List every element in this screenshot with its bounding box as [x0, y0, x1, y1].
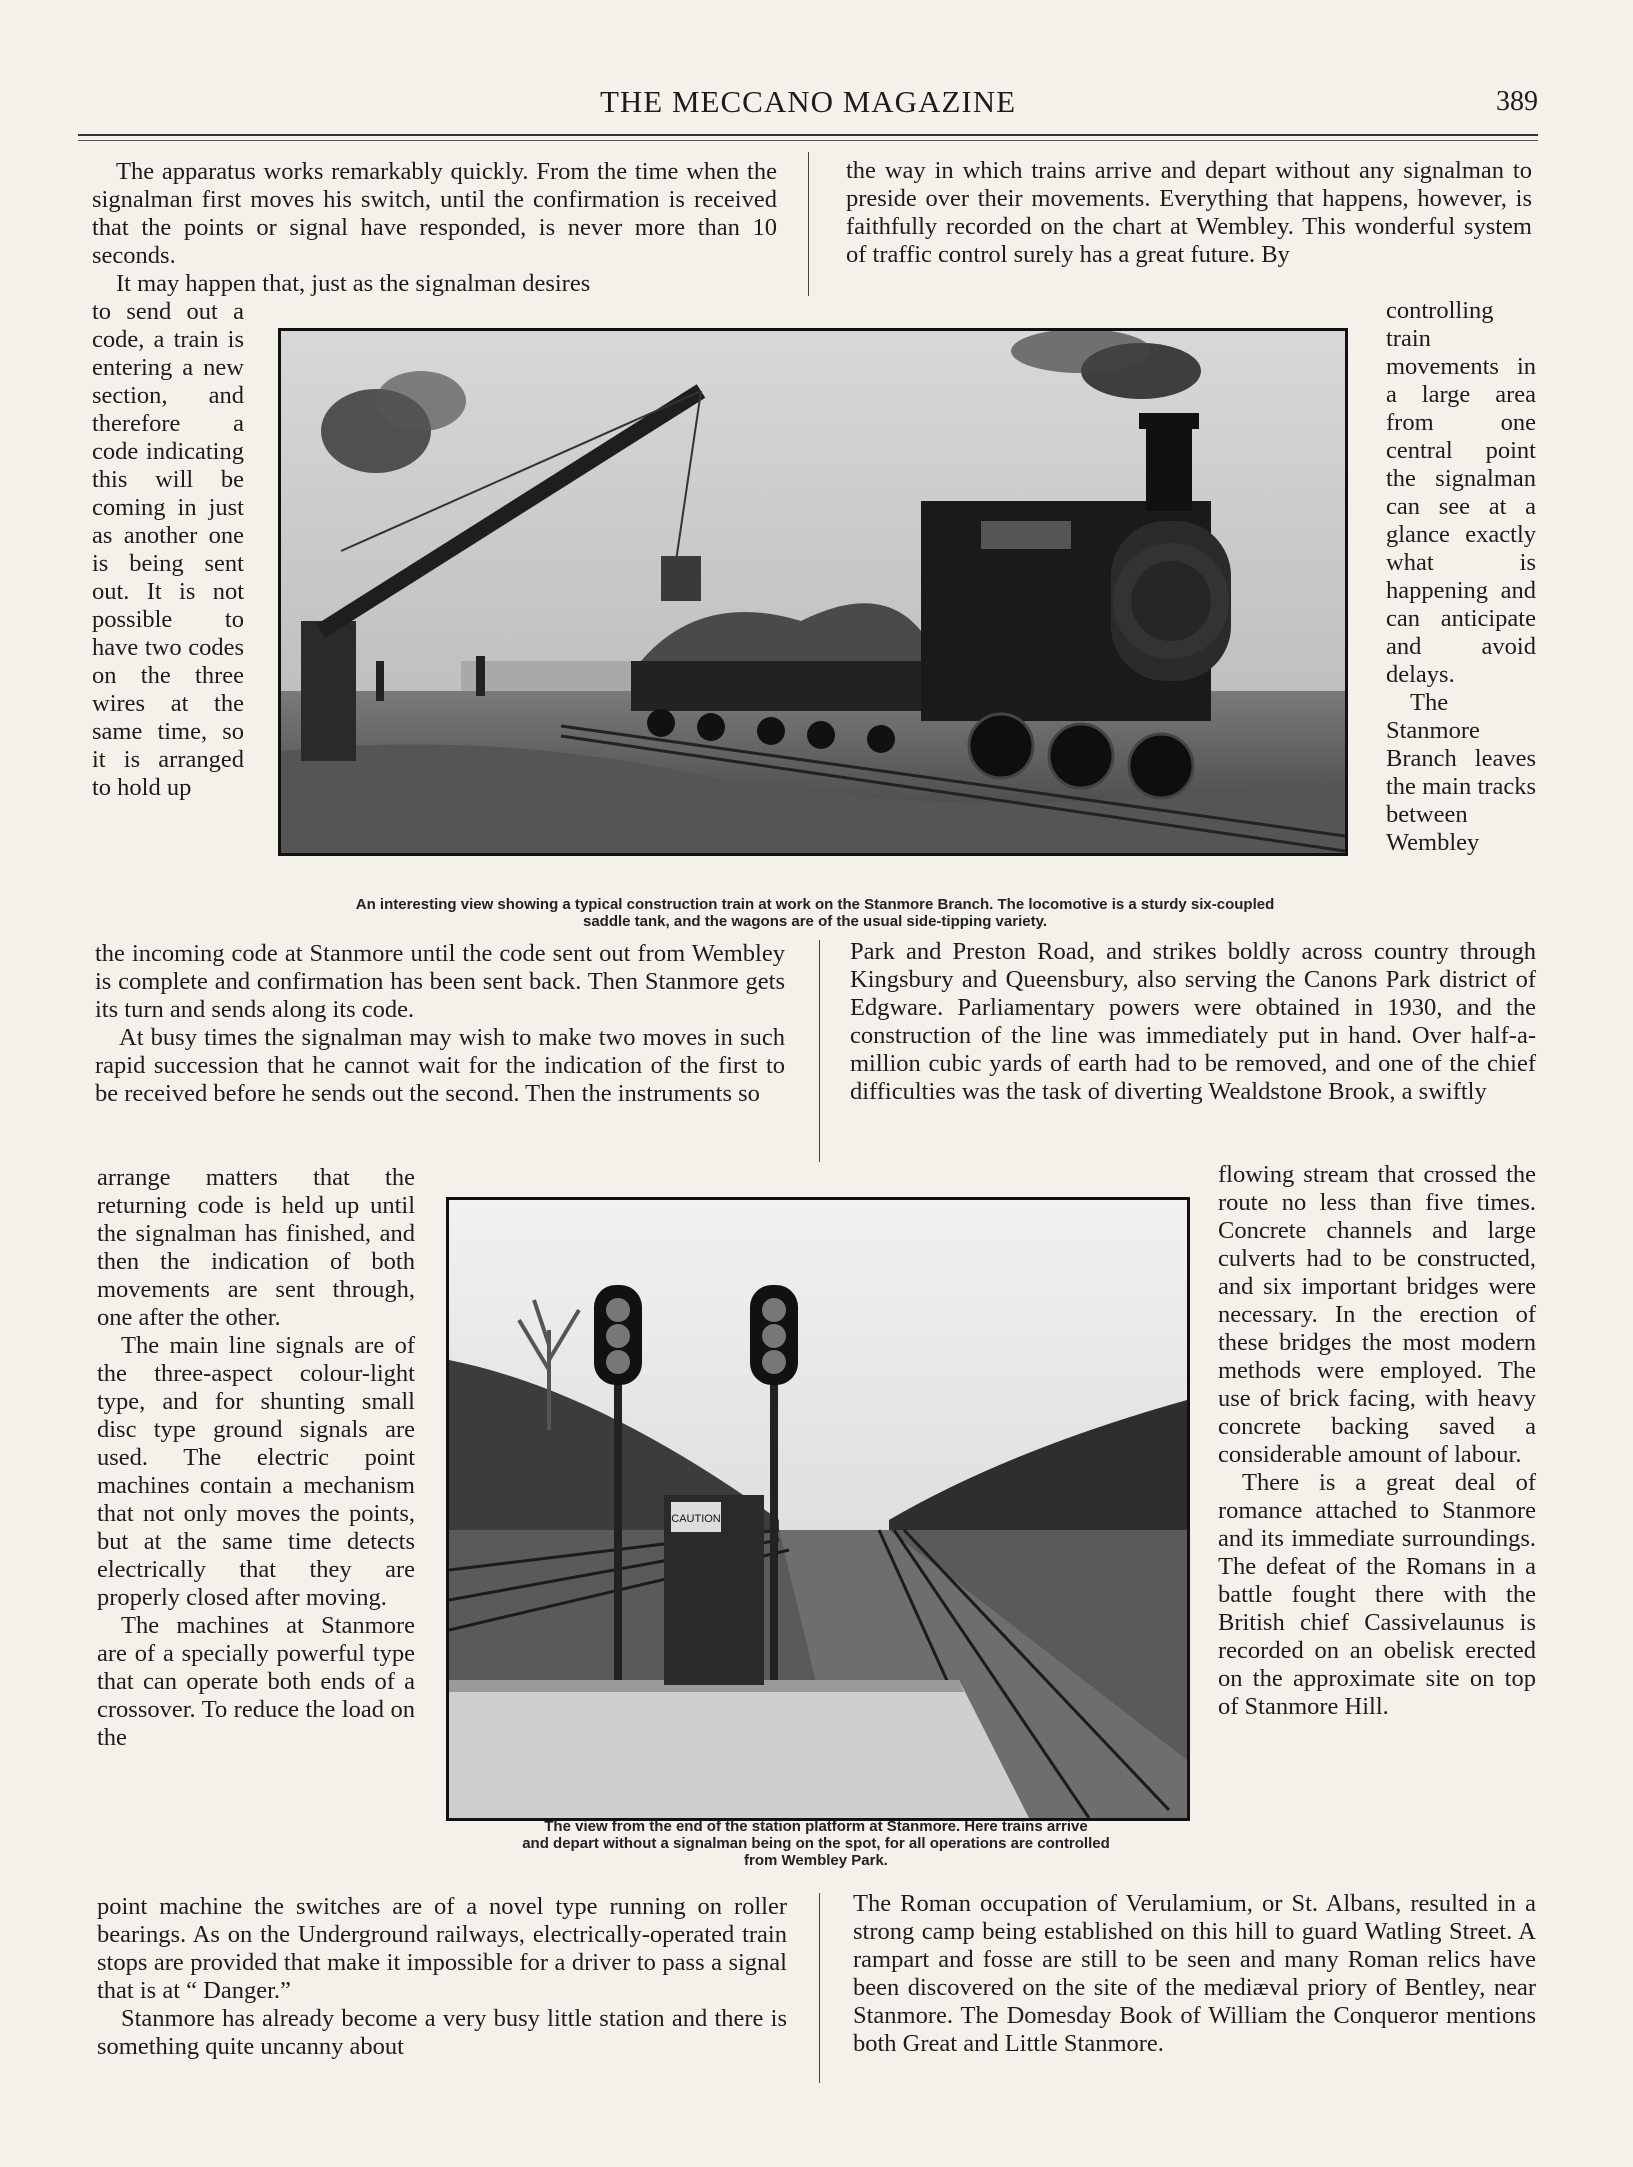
paragraph: The Roman occupation of Verulamium, or St. Albans, resulted in a strong camp being established on this hill to guard Watling Street. A rampart and fosse are still to be seen and many Roman relics have been discovered on the site of the mediæval priory of Bentley, near Stanmore. The Domesday Book of William the Conqueror mentions both Great and Little Stanmore.	[853, 1890, 1536, 2057]
caption-line: An interesting view showing a typical construction train at work on the Stanmore Branch. The locomotive is a sturdy six-coupled	[355, 896, 1275, 913]
right-text-mid	[850, 938, 1536, 1106]
paragraph: At busy times the signalman may wish to make two moves in such rapid succession that he cannot wait for the indication of the first to be received before he sends out the second. Then the instruments so	[95, 1024, 785, 1107]
signals-platform-photo	[446, 1197, 1190, 1821]
paragraph: the incoming code at Stanmore until the code sent out from Wembley is complete and confirmation has been sent back. Then Stanmore gets its turn and sends along its code.	[95, 940, 785, 1023]
construction-train-photo	[278, 328, 1348, 856]
paragraph: Stanmore has already become a very busy little station and there is something quite uncanny about	[97, 2005, 787, 2060]
right-text-narrow-1	[1386, 297, 1536, 857]
paragraph: Park and Preston Road, and strikes boldly across country through Kingsbury and Queensbury, also serving the Canons Park district of Edgware. Parliamentary powers were obtained in 1930, and the construction of the line was immediately put in hand. Over half-a-million cubic yards of earth had to be removed, and one of the chief difficulties was the task of diverting Wealdstone Brook, a swiftly	[850, 938, 1536, 1105]
left-text-narrow-1	[92, 298, 244, 802]
paragraph: There is a great deal of romance attached to Stanmore and its immediate surroundings. The defeat of the Romans in a battle fought there with the British chief Cassivelaunus is recorded on an obelisk erected on the approximate site on top of Stanmore Hill.	[1218, 1469, 1536, 1720]
left-text-top	[92, 158, 777, 298]
photo-caption	[444, 1818, 1188, 1869]
page-number: 389	[1496, 86, 1538, 117]
caption-line: The view from the end of the station platform at Stanmore. Here trains arrive	[544, 1818, 1088, 1835]
right-text-top	[846, 157, 1532, 269]
paragraph: The Stanmore Branch leaves the main tracks between Wembley	[1386, 689, 1536, 856]
column-divider-bottom	[819, 1893, 820, 2083]
page-header	[78, 84, 1538, 128]
column-divider-top	[808, 152, 809, 296]
paragraph: to send out a code, a train is entering a new section, and therefore a code indicating this will be coming in just as another one is being sent out. It is not possible to have two codes on the three wires at the same time, so it is arranged to hold up	[92, 298, 244, 801]
paragraph: arrange matters that the returning code is held up until the signalman has finished, and then the indication of both movements are sent through, one after the other.	[97, 1164, 415, 1331]
left-text-bottom	[97, 1893, 787, 2061]
header-rule	[78, 134, 1538, 136]
paragraph: flowing stream that crossed the route no less than five times. Concrete channels and large culverts had to be constructed, and six important bridges were necessary. In the erection of these bridges the most modern methods were employed. The use of brick facing, with heavy concrete backing saved a considerable amount of labour.	[1218, 1161, 1536, 1468]
signal-head-icon	[594, 1285, 642, 1385]
paragraph: the way in which trains arrive and depart without any signalman to preside over their movements. Everything that happens, however, is faithfully recorded on the chart at Wembley. This wonderful system of traffic control surely has a great future. By	[846, 157, 1532, 268]
header-rule-thin	[78, 140, 1538, 141]
magazine-title: THE MECCANO MAGAZINE	[599, 84, 1017, 119]
paragraph: The machines at Stanmore are of a specially powerful type that can operate both ends of a crossover. To reduce the load on the	[97, 1612, 415, 1751]
paragraph: It may happen that, just as the signalman desires	[116, 270, 591, 297]
left-text-mid	[95, 940, 785, 1108]
caption-line: saddle tank, and the wagons are of the usual side-tipping variety.	[583, 913, 1047, 930]
signal-head-icon	[750, 1285, 798, 1385]
caption-line: and depart without a signalman being on the spot, for all operations are controlled	[522, 1835, 1110, 1852]
paragraph: The apparatus works remarkably quickly. From the time when the signalman first moves his switch, until the confirmation is received that the points or signal have responded, is never more than 10 seconds.	[92, 158, 777, 269]
paragraph: point machine the switches are of a novel type running on roller bearings. As on the Underground railways, electrically-operated train stops are provided that make it impossible for a driver to pass a signal that is at “ Danger.”	[97, 1893, 787, 2004]
right-text-bottom	[853, 1890, 1536, 2058]
right-text-narrow-2	[1218, 1161, 1536, 1721]
caption-line: from Wembley Park.	[744, 1852, 888, 1869]
paragraph: The main line signals are of the three-aspect colour-light type, and for shunting small disc type ground signals are used. The electric point machines contain a mechanism that not only moves the points, but at the same time detects electrically that they are properly closed after moving.	[97, 1332, 415, 1611]
photo-caption	[270, 896, 1360, 930]
caution-sign-text: CAUTION	[671, 1513, 721, 1525]
paragraph: controlling train movements in a large area from one central point the signalman can see at a glance exactly what is happening and can anticipate and avoid delays.	[1386, 297, 1536, 688]
column-divider-middle	[819, 940, 820, 1162]
left-text-narrow-2	[97, 1164, 415, 1752]
